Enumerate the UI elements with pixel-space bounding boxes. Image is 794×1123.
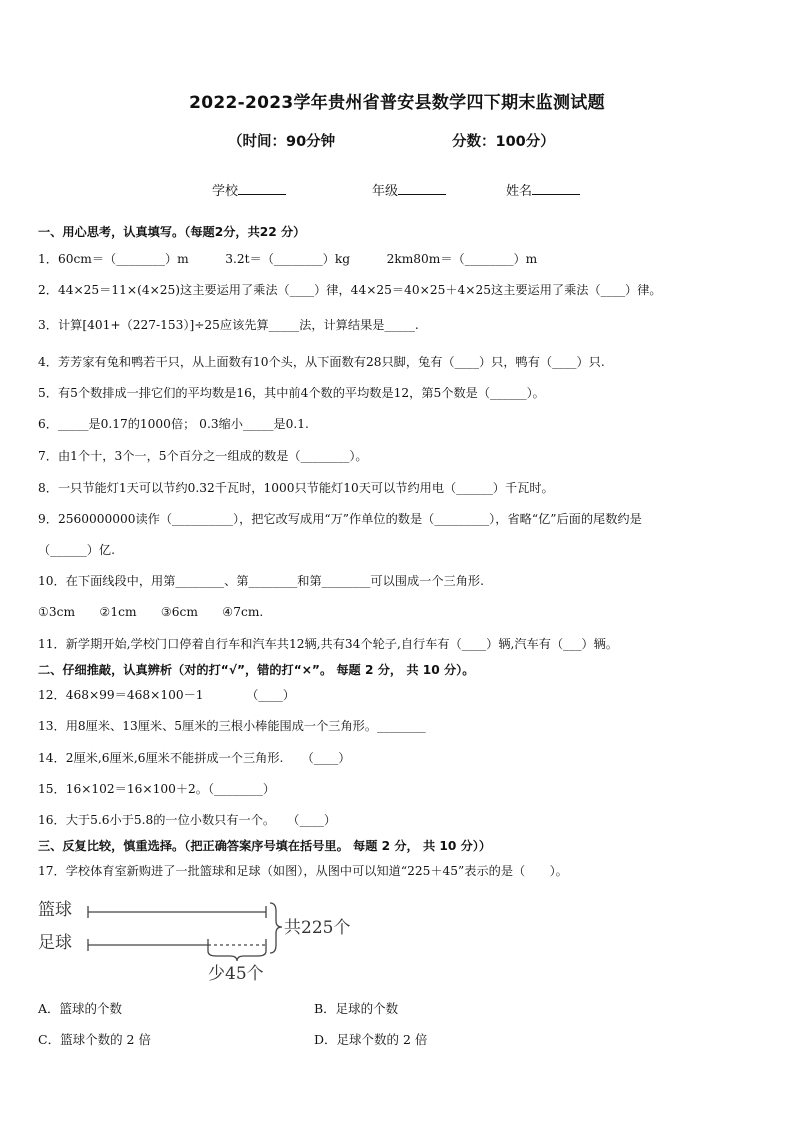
option-d[interactable]: D．足球个数的 2 倍 [314, 1032, 428, 1047]
football-label: 足球 [38, 933, 72, 953]
question-6: 6．_____是0.17的1000倍； 0.3缩小_____是0.1. [38, 417, 309, 431]
question-14: 14．2厘米,6厘米,6厘米不能拼成一个三角形. （____） [38, 751, 351, 765]
exam-score: 分数：100分） [452, 134, 555, 150]
question-17: 17．学校体育室新购进了一批篮球和足球（如图），从图中可以知道“225＋45”表示的是（ ）。 [38, 864, 568, 878]
question-10: 10．在下面线段中，用第________、第________和第________可以围成一个三角形. [38, 574, 484, 588]
question-9-continued: （______）亿. [38, 543, 115, 557]
ball-comparison-diagram [38, 893, 368, 983]
option-a[interactable]: A．篮球的个数 [38, 1001, 123, 1016]
section-2-heading: 二、仔细推敲，认真辨析（对的打“√”，错的打“×”。 每题 2 分， 共 10 分）。 [38, 663, 475, 677]
section-1-heading: 一、用心思考，认真填写。（每题2分，共22 分） [38, 225, 306, 239]
question-8: 8．一只节能灯1天可以节约0.32千瓦时，1000只节能灯10天可以节约用电（______）千瓦时。 [38, 481, 554, 495]
name-label: 姓名 [506, 184, 533, 199]
grade-field[interactable] [372, 180, 446, 199]
question-11: 11．新学期开始,学校门口停着自行车和汽车共12辆,共有34个轮子,自行车有（____）辆,汽车有（___）辆。 [38, 637, 618, 651]
football-bar [88, 939, 266, 951]
question-13: 13．用8厘米、13厘米、5厘米的三根小棒能围成一个三角形。________ [38, 719, 426, 733]
section-3-heading: 三、反复比较，慎重选择。（把正确答案序号填在括号里。 每题 2 分， 共 10 分）） [38, 839, 492, 853]
question-15: 15．16×102＝16×100＋2。（________） [38, 782, 276, 796]
total-brace [270, 903, 282, 953]
basketball-bar [88, 906, 266, 918]
question-12: 12．468×99＝468×100－1 （____） [38, 688, 295, 702]
question-9: 9．2560000000读作（__________），把它改写成用“万”作单位的数是（_________），省略“亿”后面的尾数约是 [38, 512, 642, 526]
total-label: 共225个 [284, 918, 351, 938]
question-3: 3．计算[401+（227-153）]÷25应该先算_____法，计算结果是_____. [38, 318, 419, 332]
less-label: 少45个 [208, 964, 264, 983]
question-7: 7．由1个十，3个一，5个百分之一组成的数是（________）。 [38, 449, 368, 463]
question-10-options: ①3cm ②1cm ③6cm ④7cm. [38, 605, 264, 619]
question-5: 5．有5个数排成一排它们的平均数是16，其中前4个数的平均数是12，第5个数是（______）。 [38, 386, 545, 400]
basketball-label: 篮球 [38, 900, 72, 920]
name-field[interactable] [506, 180, 580, 199]
school-field[interactable] [212, 180, 286, 199]
question-1: 1．60cm＝（________）m 3.2t＝（________）kg 2km80m＝（________）m [38, 252, 538, 266]
option-c[interactable]: C．篮球个数的 2 倍 [38, 1032, 151, 1047]
question-16: 16．大于5.6小于5.8的一位小数只有一个。 （____） [38, 813, 337, 827]
page-title: 2022-2023学年贵州省普安县数学四下期末监测试题 [189, 93, 605, 113]
option-b[interactable]: B．足球的个数 [314, 1001, 399, 1016]
less-brace [208, 951, 266, 961]
question-4: 4．芳芳家有兔和鸭若干只，从上面数有10个头，从下面数有28只脚，兔有（____）只，鸭有（____）只. [38, 355, 605, 369]
school-label: 学校 [212, 184, 239, 199]
exam-time: （时间：90分钟 [228, 134, 336, 150]
question-2: 2．44×25＝11×(4×25)这主要运用了乘法（____）律，44×25＝40×25＋4×25这主要运用了乘法（____）律。 [38, 283, 662, 297]
grade-label: 年级 [372, 184, 399, 199]
